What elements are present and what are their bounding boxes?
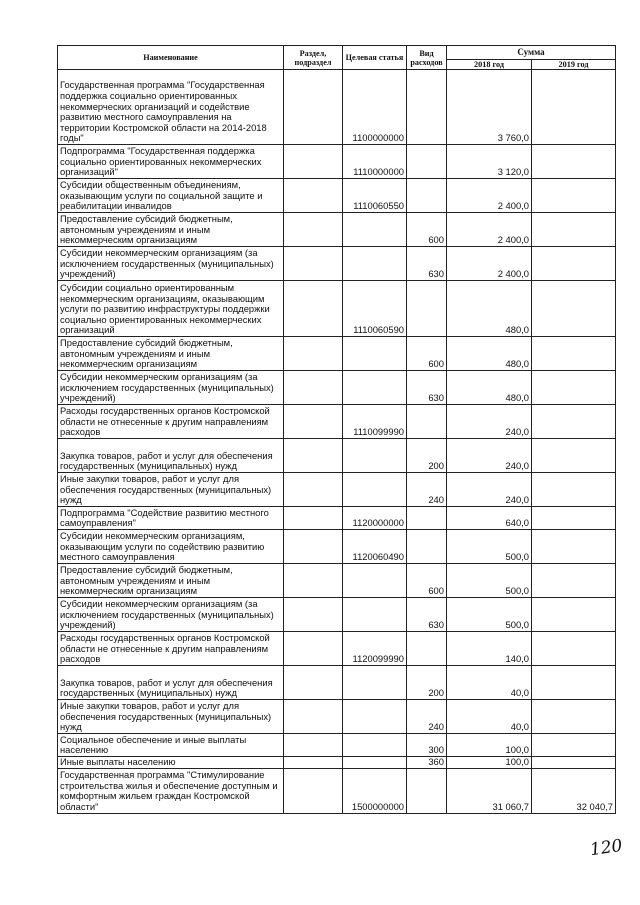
- cell-name: Предоставление субсидий бюджетным, автономным учреждениям и иным некоммерческим организациям: [58, 564, 284, 598]
- cell-section: [284, 145, 343, 179]
- cell-sum2019: 32 040,7: [532, 768, 616, 813]
- cell-csr: [343, 700, 407, 734]
- page-number: 120: [588, 835, 624, 861]
- header-section: Раздел, подраздел: [284, 46, 343, 70]
- table-body: [58, 70, 616, 814]
- cell-name: Предоставление субсидий бюджетным, автономным учреждениям и иным некоммерческим организациям: [58, 213, 284, 247]
- cell-sum2019: [532, 70, 616, 145]
- cell-sum2019: [532, 757, 616, 769]
- cell-name: Субсидии некоммерческим организациям (за исключением государственных (муниципальных) учреждений): [58, 371, 284, 405]
- cell-vr: 600: [407, 213, 447, 247]
- cell-vr: 240: [407, 473, 447, 507]
- table-row: [58, 666, 616, 700]
- table-row: [58, 179, 616, 213]
- cell-csr: [343, 666, 407, 700]
- cell-vr: [407, 530, 447, 564]
- table-row: [58, 564, 616, 598]
- cell-sum2019: [532, 337, 616, 371]
- cell-section: [284, 179, 343, 213]
- table-row: [58, 530, 616, 564]
- cell-vr: 200: [407, 439, 447, 473]
- cell-sum2019: [532, 700, 616, 734]
- cell-sum2018: 100,0: [447, 734, 532, 757]
- cell-vr: [407, 405, 447, 439]
- cell-vr: 360: [407, 757, 447, 769]
- cell-csr: 1120099990: [343, 632, 407, 666]
- cell-sum2019: [532, 213, 616, 247]
- cell-name: Расходы государственных органов Костромской области не отнесенные к другим направлениям расходов: [58, 405, 284, 439]
- cell-vr: 600: [407, 337, 447, 371]
- cell-section: [284, 439, 343, 473]
- table-row: [58, 281, 616, 337]
- cell-csr: [343, 734, 407, 757]
- table-row: [58, 405, 616, 439]
- cell-vr: [407, 179, 447, 213]
- cell-name: Иные закупки товаров, работ и услуг для обеспечения государственных (муниципальных) нужд: [58, 700, 284, 734]
- cell-csr: 1110000000: [343, 145, 407, 179]
- cell-vr: [407, 145, 447, 179]
- table-row: [58, 734, 616, 757]
- cell-csr: [343, 598, 407, 632]
- cell-sum2019: [532, 666, 616, 700]
- cell-sum2018: 240,0: [447, 405, 532, 439]
- cell-sum2018: 480,0: [447, 337, 532, 371]
- cell-sum2018: 31 060,7: [447, 768, 532, 813]
- cell-section: [284, 564, 343, 598]
- cell-name: Иные выплаты населению: [58, 757, 284, 769]
- table-row: [58, 213, 616, 247]
- table-row: [58, 337, 616, 371]
- cell-sum2019: [532, 179, 616, 213]
- cell-csr: 1110060590: [343, 281, 407, 337]
- cell-csr: [343, 439, 407, 473]
- cell-csr: [343, 473, 407, 507]
- cell-sum2019: [532, 598, 616, 632]
- cell-vr: 600: [407, 564, 447, 598]
- header-name: Наименование: [58, 46, 284, 70]
- cell-sum2019: [532, 439, 616, 473]
- header-target-article: Целевая статья: [343, 46, 407, 70]
- cell-sum2019: [532, 564, 616, 598]
- cell-csr: [343, 757, 407, 769]
- cell-section: [284, 507, 343, 530]
- cell-sum2018: 480,0: [447, 371, 532, 405]
- cell-csr: [343, 564, 407, 598]
- cell-vr: 200: [407, 666, 447, 700]
- cell-section: [284, 473, 343, 507]
- cell-section: [284, 281, 343, 337]
- cell-vr: [407, 507, 447, 530]
- cell-sum2018: 240,0: [447, 439, 532, 473]
- cell-sum2019: [532, 247, 616, 281]
- cell-csr: 1500000000: [343, 768, 407, 813]
- table-row: [58, 598, 616, 632]
- cell-sum2018: 2 400,0: [447, 247, 532, 281]
- cell-sum2018: 40,0: [447, 700, 532, 734]
- cell-section: [284, 247, 343, 281]
- cell-section: [284, 768, 343, 813]
- table-row: [58, 507, 616, 530]
- cell-name: Подпрограмма "Содействие развитию местного самоуправления": [58, 507, 284, 530]
- cell-section: [284, 337, 343, 371]
- cell-name: Подпрограмма "Государственная поддержка социально ориентированных некоммерческих организаций": [58, 145, 284, 179]
- table-row: [58, 371, 616, 405]
- cell-sum2018: 240,0: [447, 473, 532, 507]
- cell-section: [284, 405, 343, 439]
- cell-csr: 1110099990: [343, 405, 407, 439]
- header-sum: Сумма: [447, 46, 616, 60]
- cell-section: [284, 70, 343, 145]
- table-row: [58, 757, 616, 769]
- table-row: [58, 700, 616, 734]
- cell-sum2018: 480,0: [447, 281, 532, 337]
- header-expense-type: Вид расходов: [407, 46, 447, 70]
- cell-vr: 300: [407, 734, 447, 757]
- cell-csr: 1110060550: [343, 179, 407, 213]
- table-row: [58, 70, 616, 145]
- cell-name: Государственная программа "Государственная поддержка социально ориентированных некоммерческих организаций и содействие развитию местного самоуправления на территории Костромской области на 2014-2018 годы": [58, 70, 284, 145]
- cell-sum2019: [532, 405, 616, 439]
- cell-sum2018: 40,0: [447, 666, 532, 700]
- cell-section: [284, 632, 343, 666]
- cell-csr: 1120060490: [343, 530, 407, 564]
- cell-sum2018: 500,0: [447, 564, 532, 598]
- cell-vr: [407, 632, 447, 666]
- budget-table: [57, 45, 616, 814]
- header-year-2019: 2019 год: [532, 60, 616, 70]
- cell-name: Иные закупки товаров, работ и услуг для обеспечения государственных (муниципальных) нужд: [58, 473, 284, 507]
- cell-section: [284, 598, 343, 632]
- cell-section: [284, 371, 343, 405]
- cell-vr: 630: [407, 371, 447, 405]
- cell-sum2019: [532, 145, 616, 179]
- cell-name: Субсидии общественным объединениям, оказывающим услуги по социальной защите и реабилитации инвалидов: [58, 179, 284, 213]
- cell-section: [284, 213, 343, 247]
- cell-name: Закупка товаров, работ и услуг для обеспечения государственных (муниципальных) нужд: [58, 439, 284, 473]
- cell-name: Расходы государственных органов Костромской области не отнесенные к другим направлениям расходов: [58, 632, 284, 666]
- cell-csr: 1120000000: [343, 507, 407, 530]
- cell-name: Субсидии социально ориентированным некоммерческим организациям, оказывающим услуги по развитию инфраструктуры поддержки социально ориентированных некоммерческих организаций: [58, 281, 284, 337]
- cell-sum2019: [532, 473, 616, 507]
- cell-name: Субсидии некоммерческим организациям (за исключением государственных (муниципальных) учреждений): [58, 598, 284, 632]
- cell-name: Закупка товаров, работ и услуг для обеспечения государственных (муниципальных) нужд: [58, 666, 284, 700]
- cell-vr: [407, 70, 447, 145]
- cell-section: [284, 700, 343, 734]
- cell-vr: 240: [407, 700, 447, 734]
- cell-sum2018: 640,0: [447, 507, 532, 530]
- cell-section: [284, 734, 343, 757]
- table-row: [58, 247, 616, 281]
- cell-vr: 630: [407, 598, 447, 632]
- cell-section: [284, 757, 343, 769]
- cell-name: Предоставление субсидий бюджетным, автономным учреждениям и иным некоммерческим организациям: [58, 337, 284, 371]
- cell-sum2018: 2 400,0: [447, 213, 532, 247]
- cell-vr: [407, 281, 447, 337]
- cell-sum2018: 100,0: [447, 757, 532, 769]
- cell-csr: [343, 371, 407, 405]
- cell-sum2019: [532, 530, 616, 564]
- cell-sum2019: [532, 632, 616, 666]
- cell-name: Социальное обеспечение и иные выплаты населению: [58, 734, 284, 757]
- cell-csr: [343, 213, 407, 247]
- cell-csr: [343, 247, 407, 281]
- cell-sum2018: 3 760,0: [447, 70, 532, 145]
- cell-sum2019: [532, 281, 616, 337]
- header-year-2018: 2018 год: [447, 60, 532, 70]
- cell-name: Субсидии некоммерческим организациям (за исключением государственных (муниципальных) учреждений): [58, 247, 284, 281]
- cell-sum2018: 140,0: [447, 632, 532, 666]
- cell-vr: 630: [407, 247, 447, 281]
- table-row: [58, 439, 616, 473]
- cell-section: [284, 666, 343, 700]
- table-row: [58, 473, 616, 507]
- cell-sum2019: [532, 507, 616, 530]
- table-row: [58, 145, 616, 179]
- cell-sum2018: 500,0: [447, 598, 532, 632]
- cell-sum2018: 2 400,0: [447, 179, 532, 213]
- cell-sum2019: [532, 371, 616, 405]
- cell-vr: [407, 768, 447, 813]
- cell-sum2018: 500,0: [447, 530, 532, 564]
- cell-csr: [343, 337, 407, 371]
- cell-section: [284, 530, 343, 564]
- cell-name: Государственная программа "Стимулирование строительства жилья и обеспечение доступным и комфортным жильем граждан Костромской области": [58, 768, 284, 813]
- cell-csr: 1100000000: [343, 70, 407, 145]
- cell-sum2018: 3 120,0: [447, 145, 532, 179]
- cell-sum2019: [532, 734, 616, 757]
- cell-name: Субсидии некоммерческим организациям, оказывающим услуги по содействию развитию местного самоуправления: [58, 530, 284, 564]
- table-row: [58, 632, 616, 666]
- table-row: [58, 768, 616, 813]
